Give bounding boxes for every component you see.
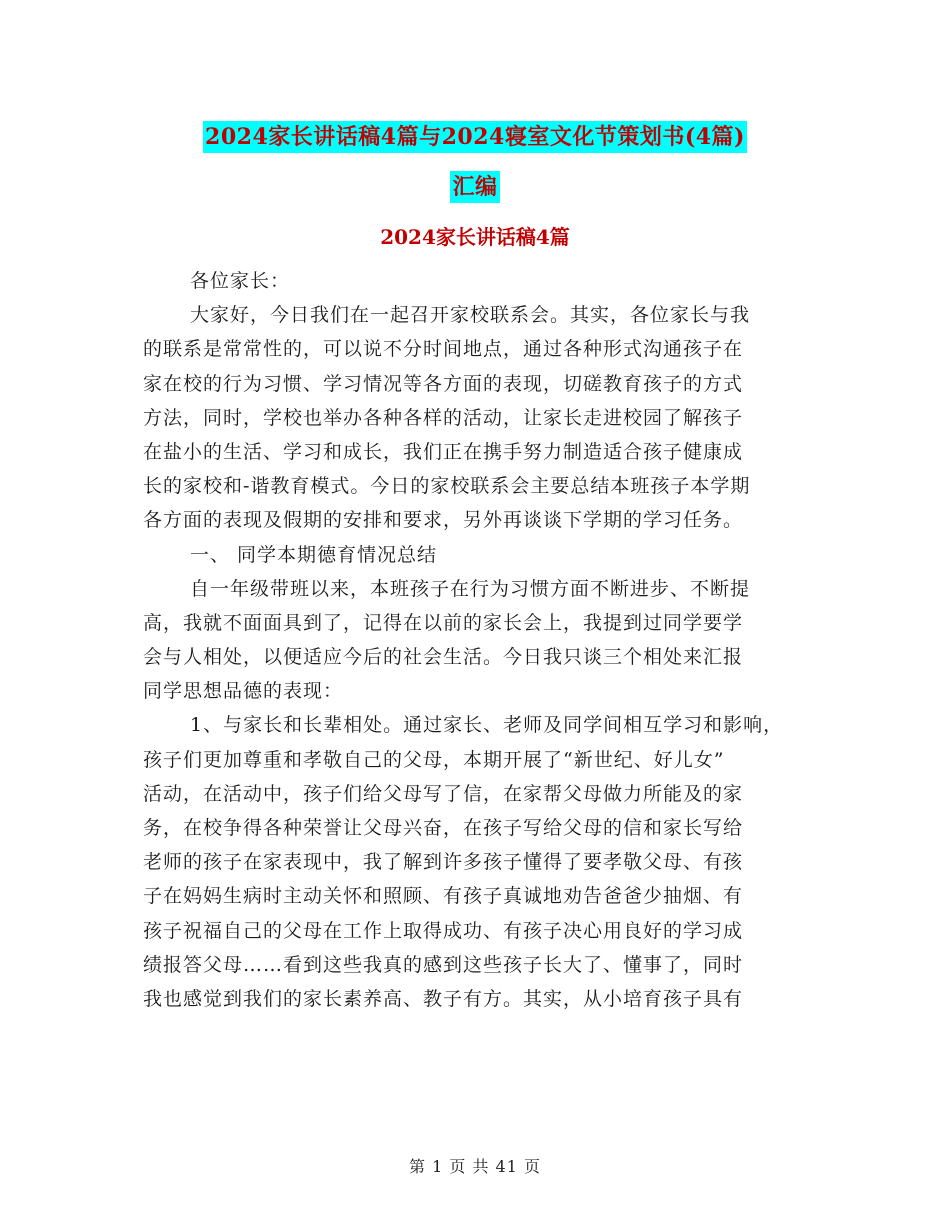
paragraph-line: 绩报答父母……看到这些我真的感到这些孩子长大了、懂事了，同时 bbox=[143, 953, 744, 976]
section-title: 2024家长讲话稿4篇 bbox=[380, 225, 570, 249]
salutation-line: 各位家长： bbox=[190, 270, 291, 292]
paragraph-line: 孩子们更加尊重和孝敬自己的父母，本期开展了“新世纪、好儿女” bbox=[143, 748, 725, 771]
paragraph-line: 会与人相处，以便适应今后的社会生活。今日我只谈三个相处来汇报 bbox=[143, 646, 744, 669]
paragraph-line: 高，我就不面面具到了，记得在以前的家长会上，我提到过同学要学 bbox=[143, 611, 744, 634]
paragraph-line: 1、与家长和长辈相处。通过家长、老师及同学间相互学习和影响， bbox=[190, 714, 784, 737]
paragraph-line: 同学思想品德的表现： bbox=[143, 680, 344, 703]
page-footer: 第 1 页 共 41 页 bbox=[409, 1157, 541, 1176]
paragraph-line: 家在校的行为习惯、学习情况等各方面的表现，切磋教育孩子的方式 bbox=[143, 372, 744, 395]
title-line-1: 2024家长讲话稿4篇与2024寝室文化节策划书(4篇) bbox=[203, 121, 747, 153]
subheading-line: 一、 同学本期德育情况总结 bbox=[190, 543, 438, 566]
paragraph-line: 方法，同时，学校也举办各种各样的活动，让家长走进校园了解孩子 bbox=[143, 406, 744, 429]
title-line-2: 汇编 bbox=[450, 171, 499, 203]
paragraph-line: 长的家校和-谐教育模式。今日的家校联系会主要总结本班孩子本学期 bbox=[143, 475, 751, 498]
paragraph-line: 子在妈妈生病时主动关怀和照顾、有孩子真诚地劝告爸爸少抽烟、有 bbox=[143, 885, 744, 908]
paragraph-line: 大家好，今日我们在一起召开家校联系会。其实，各位家长与我 bbox=[190, 304, 751, 327]
paragraph-line: 老师的孩子在家表现中，我了解到许多孩子懂得了要孝敬父母、有孩 bbox=[143, 851, 744, 874]
paragraph-line: 活动，在活动中，孩子们给父母写了信，在家帮父母做力所能及的家 bbox=[143, 782, 744, 805]
paragraph-line: 我也感觉到我们的家长素养高、教子有方。其实，从小培育孩子具有 bbox=[143, 987, 744, 1010]
document-body bbox=[143, 264, 823, 1016]
paragraph-line: 孩子祝福自己的父母在工作上取得成功、有孩子决心用良好的学习成 bbox=[143, 919, 744, 942]
paragraph-line: 在盐小的生活、学习和成长，我们正在携手努力制造适合孩子健康成 bbox=[143, 440, 744, 463]
paragraph-line: 的联系是常常性的，可以说不分时间地点，通过各种形式沟通孩子在 bbox=[143, 338, 744, 361]
paragraph-line: 各方面的表现及假期的安排和要求，另外再谈谈下学期的学习任务。 bbox=[143, 509, 744, 532]
paragraph-line: 务，在校争得各种荣誉让父母兴奋，在孩子写给父母的信和家长写给 bbox=[143, 817, 744, 839]
paragraph-line: 自一年级带班以来，本班孩子在行为习惯方面不断进步、不断提 bbox=[190, 577, 751, 600]
document-title bbox=[0, 112, 950, 212]
